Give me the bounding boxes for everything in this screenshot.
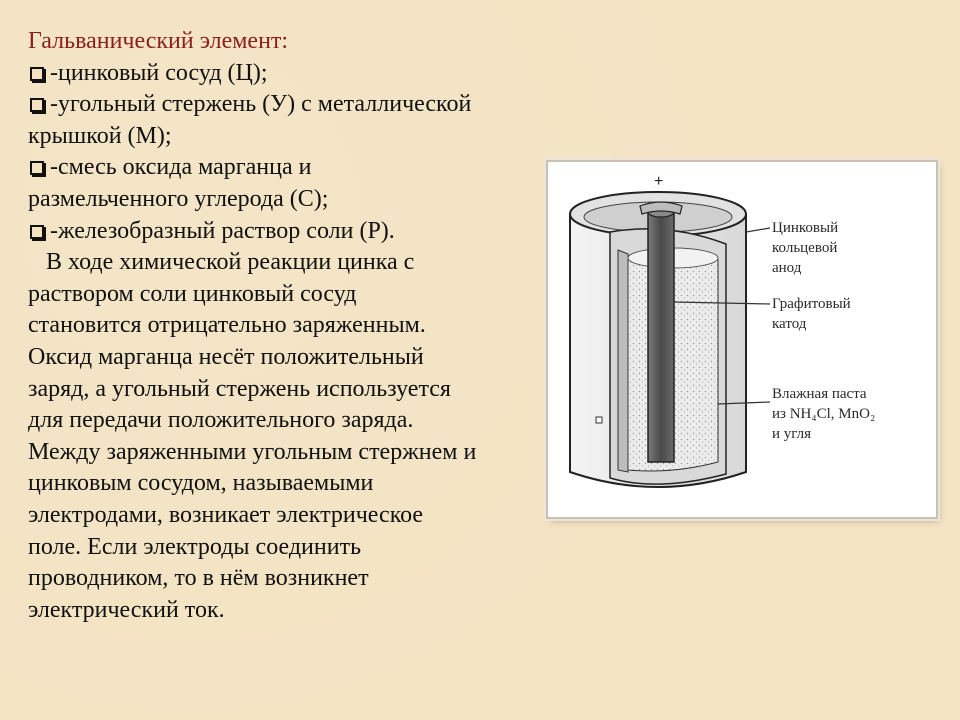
- bullet-continuation: размельченного углерода (С);: [28, 185, 329, 212]
- paragraph-line: цинковым сосудом, называемыми: [28, 470, 374, 497]
- battery-figure: [548, 162, 936, 517]
- checkbox-bullet-icon: [30, 98, 44, 112]
- plus-sign: +: [654, 173, 664, 190]
- battery-illustration: [548, 162, 936, 517]
- graphite-rod: [648, 212, 674, 462]
- paragraph-line: электродами, возникает электрическое: [28, 501, 424, 528]
- label-cathode: Графитовый катод: [772, 296, 851, 332]
- minus-sign: −: [652, 479, 662, 496]
- paragraph-line: проводником, то в нём возникнет: [28, 565, 369, 592]
- bullet-item: -угольный стержень (У) с металлической: [28, 89, 528, 121]
- paragraph-line: электрический ток.: [28, 596, 225, 623]
- bullet-item: -цинковый сосуд (Ц);: [28, 58, 528, 90]
- label-anode: Цинковый кольцевой анод: [772, 220, 839, 276]
- bullet-continuation: крышкой (М);: [28, 122, 172, 149]
- label-paste: Влажная паста из NH₄Cl, MnO₂ и угля: [772, 386, 876, 442]
- slide-title: Гальванический элемент:: [28, 28, 289, 54]
- paragraph-line: В ходе химической реакции цинка с: [46, 249, 415, 276]
- paragraph-line: становится отрицательно заряженным.: [28, 312, 426, 339]
- bullet-item: -смесь оксида марганца и: [28, 152, 528, 184]
- leader-line-anode: [746, 228, 770, 232]
- paragraph-line: заряд, а угольный стержень используется: [28, 375, 451, 402]
- checkbox-bullet-icon: [30, 225, 44, 239]
- text-block: [28, 26, 528, 626]
- paragraph-line: поле. Если электроды соединить: [28, 533, 362, 560]
- checkbox-bullet-icon: [30, 67, 44, 81]
- paragraph-line: Оксид марганца несёт положительный: [28, 343, 424, 370]
- bullet-item: -железобразный раствор соли (Р).: [28, 216, 528, 248]
- paragraph-line: Между заряженными угольным стержнем и: [28, 438, 477, 465]
- paragraph-line: раствором соли цинковый сосуд: [28, 280, 357, 307]
- paragraph-line: для передачи положительного заряда.: [28, 407, 414, 434]
- checkbox-bullet-icon: [30, 161, 44, 175]
